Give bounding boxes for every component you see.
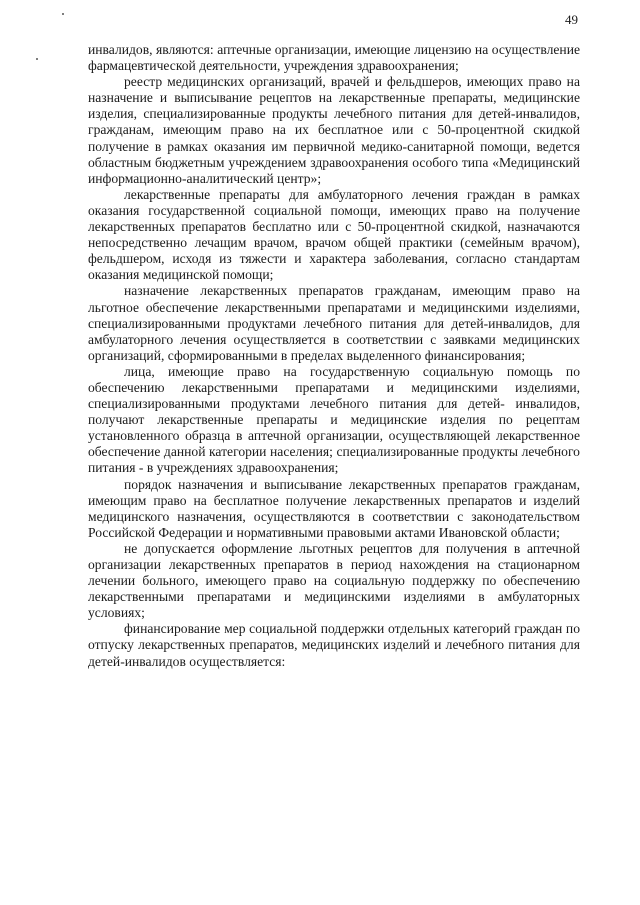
scan-speck bbox=[62, 13, 64, 15]
text-line: обеспечению лекарственными препаратами и медицинскими изделиями, bbox=[88, 379, 580, 395]
text-line: препараты, медицинские изделия, специализированные продукты bbox=[88, 90, 580, 122]
text-line: назначение лекарственных препаратов гражданам, имеющим право bbox=[124, 283, 556, 299]
text-line: информационно-аналитический центр»; bbox=[88, 170, 322, 186]
paragraph bbox=[88, 74, 580, 187]
text-line: пределах выделенного финансирования; bbox=[290, 347, 526, 363]
text-line: специализированными продуктами лечебного питания для детей- bbox=[88, 396, 505, 412]
text-line: здравоохранения; bbox=[356, 58, 459, 74]
text-line: лекарственные препараты для амбулаторного лечения граждан в bbox=[124, 186, 531, 202]
paragraph bbox=[88, 187, 580, 284]
text-line: получение лекарственных препаратов бесплатно или с 50-процентной bbox=[88, 202, 580, 235]
text-line: граждан по отпуску лекарственных препаратов, медицинских изделий и bbox=[88, 621, 581, 653]
text-line: заболевания, согласно стандартам оказания медицинской помощи; bbox=[88, 251, 581, 283]
text-line: не допускается оформление льготных рецептов для получения в bbox=[124, 540, 521, 556]
text-line: рецептам установленного образца в аптечной организации, bbox=[88, 412, 580, 444]
paragraph bbox=[88, 541, 580, 621]
scan-speck bbox=[36, 58, 38, 60]
text-line: лечебного питания для детей-инвалидов осуществляется: bbox=[88, 637, 580, 669]
paragraph bbox=[88, 283, 580, 363]
text-line: здравоохранения; bbox=[236, 460, 339, 476]
text-line: на льготное обеспечение лекарственными препаратами и медицинскими bbox=[88, 283, 580, 315]
body-text bbox=[88, 42, 580, 670]
text-line: скидкой, назначаются непосредственно лечащим врачом, врачом общей bbox=[88, 219, 580, 251]
text-line: право на назначение и выписывание рецептов на лекарственные bbox=[88, 74, 580, 106]
page-number: 49 bbox=[565, 12, 578, 27]
paragraph bbox=[88, 42, 580, 74]
text-line: лечебного питания для детей-инвалидов, гражданам, имеющим право на их bbox=[88, 106, 580, 138]
text-line: рамках оказания государственной социальной помощи, имеющих право на bbox=[88, 186, 580, 218]
paragraph bbox=[88, 621, 580, 669]
text-line: соответствии с законодательством Российской Федерации и bbox=[88, 508, 580, 540]
text-line: аптечной организации лекарственных препаратов в период нахождения на bbox=[88, 540, 580, 572]
text-line: финансирование мер социальной поддержки отдельных категорий bbox=[124, 621, 511, 637]
text-line: изделиями в амбулаторных условиях; bbox=[88, 589, 580, 621]
text-line: бесплатное или с 50-процентной скидкой получение в рамках оказания им bbox=[88, 122, 581, 154]
text-line: нормативными правовыми актами Ивановской области; bbox=[236, 524, 560, 540]
text-line: осуществление фармацевтической деятельности, учреждения bbox=[88, 42, 581, 74]
text-line: порядок назначения и выписывание лекарственных препаратов bbox=[124, 476, 508, 492]
text-line: инвалидов, являются: аптечные организации, имеющие лицензию на bbox=[88, 42, 489, 57]
text-line: стационарном лечении больного, имеющего право на социальную bbox=[88, 557, 580, 589]
text-line: реестр медицинских организаций, врачей и фельдшеров, имеющих bbox=[124, 74, 524, 90]
text-line: инвалидов, получают лекарственные препараты и медицинские изделия по bbox=[88, 396, 580, 428]
text-line: практики (семейным врачом), фельдшером, исходя из тяжести и характера bbox=[88, 235, 580, 267]
paragraph bbox=[88, 364, 580, 477]
text-line: поддержку по обеспечению лекарственными препаратами и медицинскими bbox=[88, 573, 580, 605]
text-line: соответствии с заявками медицинских организаций, сформированными в bbox=[88, 331, 580, 363]
text-line: осуществляющей лекарственное обеспечение данной категории населения; bbox=[88, 428, 580, 460]
text-line: первичной медико-санитарной помощи, ведется областным бюджетным bbox=[88, 138, 580, 170]
paragraph bbox=[88, 477, 580, 541]
text-line: гражданам, имеющим право на бесплатное получение лекарственных bbox=[88, 476, 581, 508]
text-line: специализированные продукты лечебного питания - в учреждениях bbox=[88, 444, 580, 476]
text-line: лица, имеющие право на государственную социальную помощь по bbox=[124, 363, 580, 379]
text-line: учреждением здравоохранения особого типа «Медицинский bbox=[228, 154, 580, 170]
text-line: изделиями, специализированными продуктами лечебного питания для bbox=[88, 299, 580, 331]
text-line: препаратов и изделий медицинского назначения, осуществляются в bbox=[88, 492, 580, 524]
text-line: детей-инвалидов, для амбулаторного лечения осуществляется в bbox=[88, 315, 580, 347]
